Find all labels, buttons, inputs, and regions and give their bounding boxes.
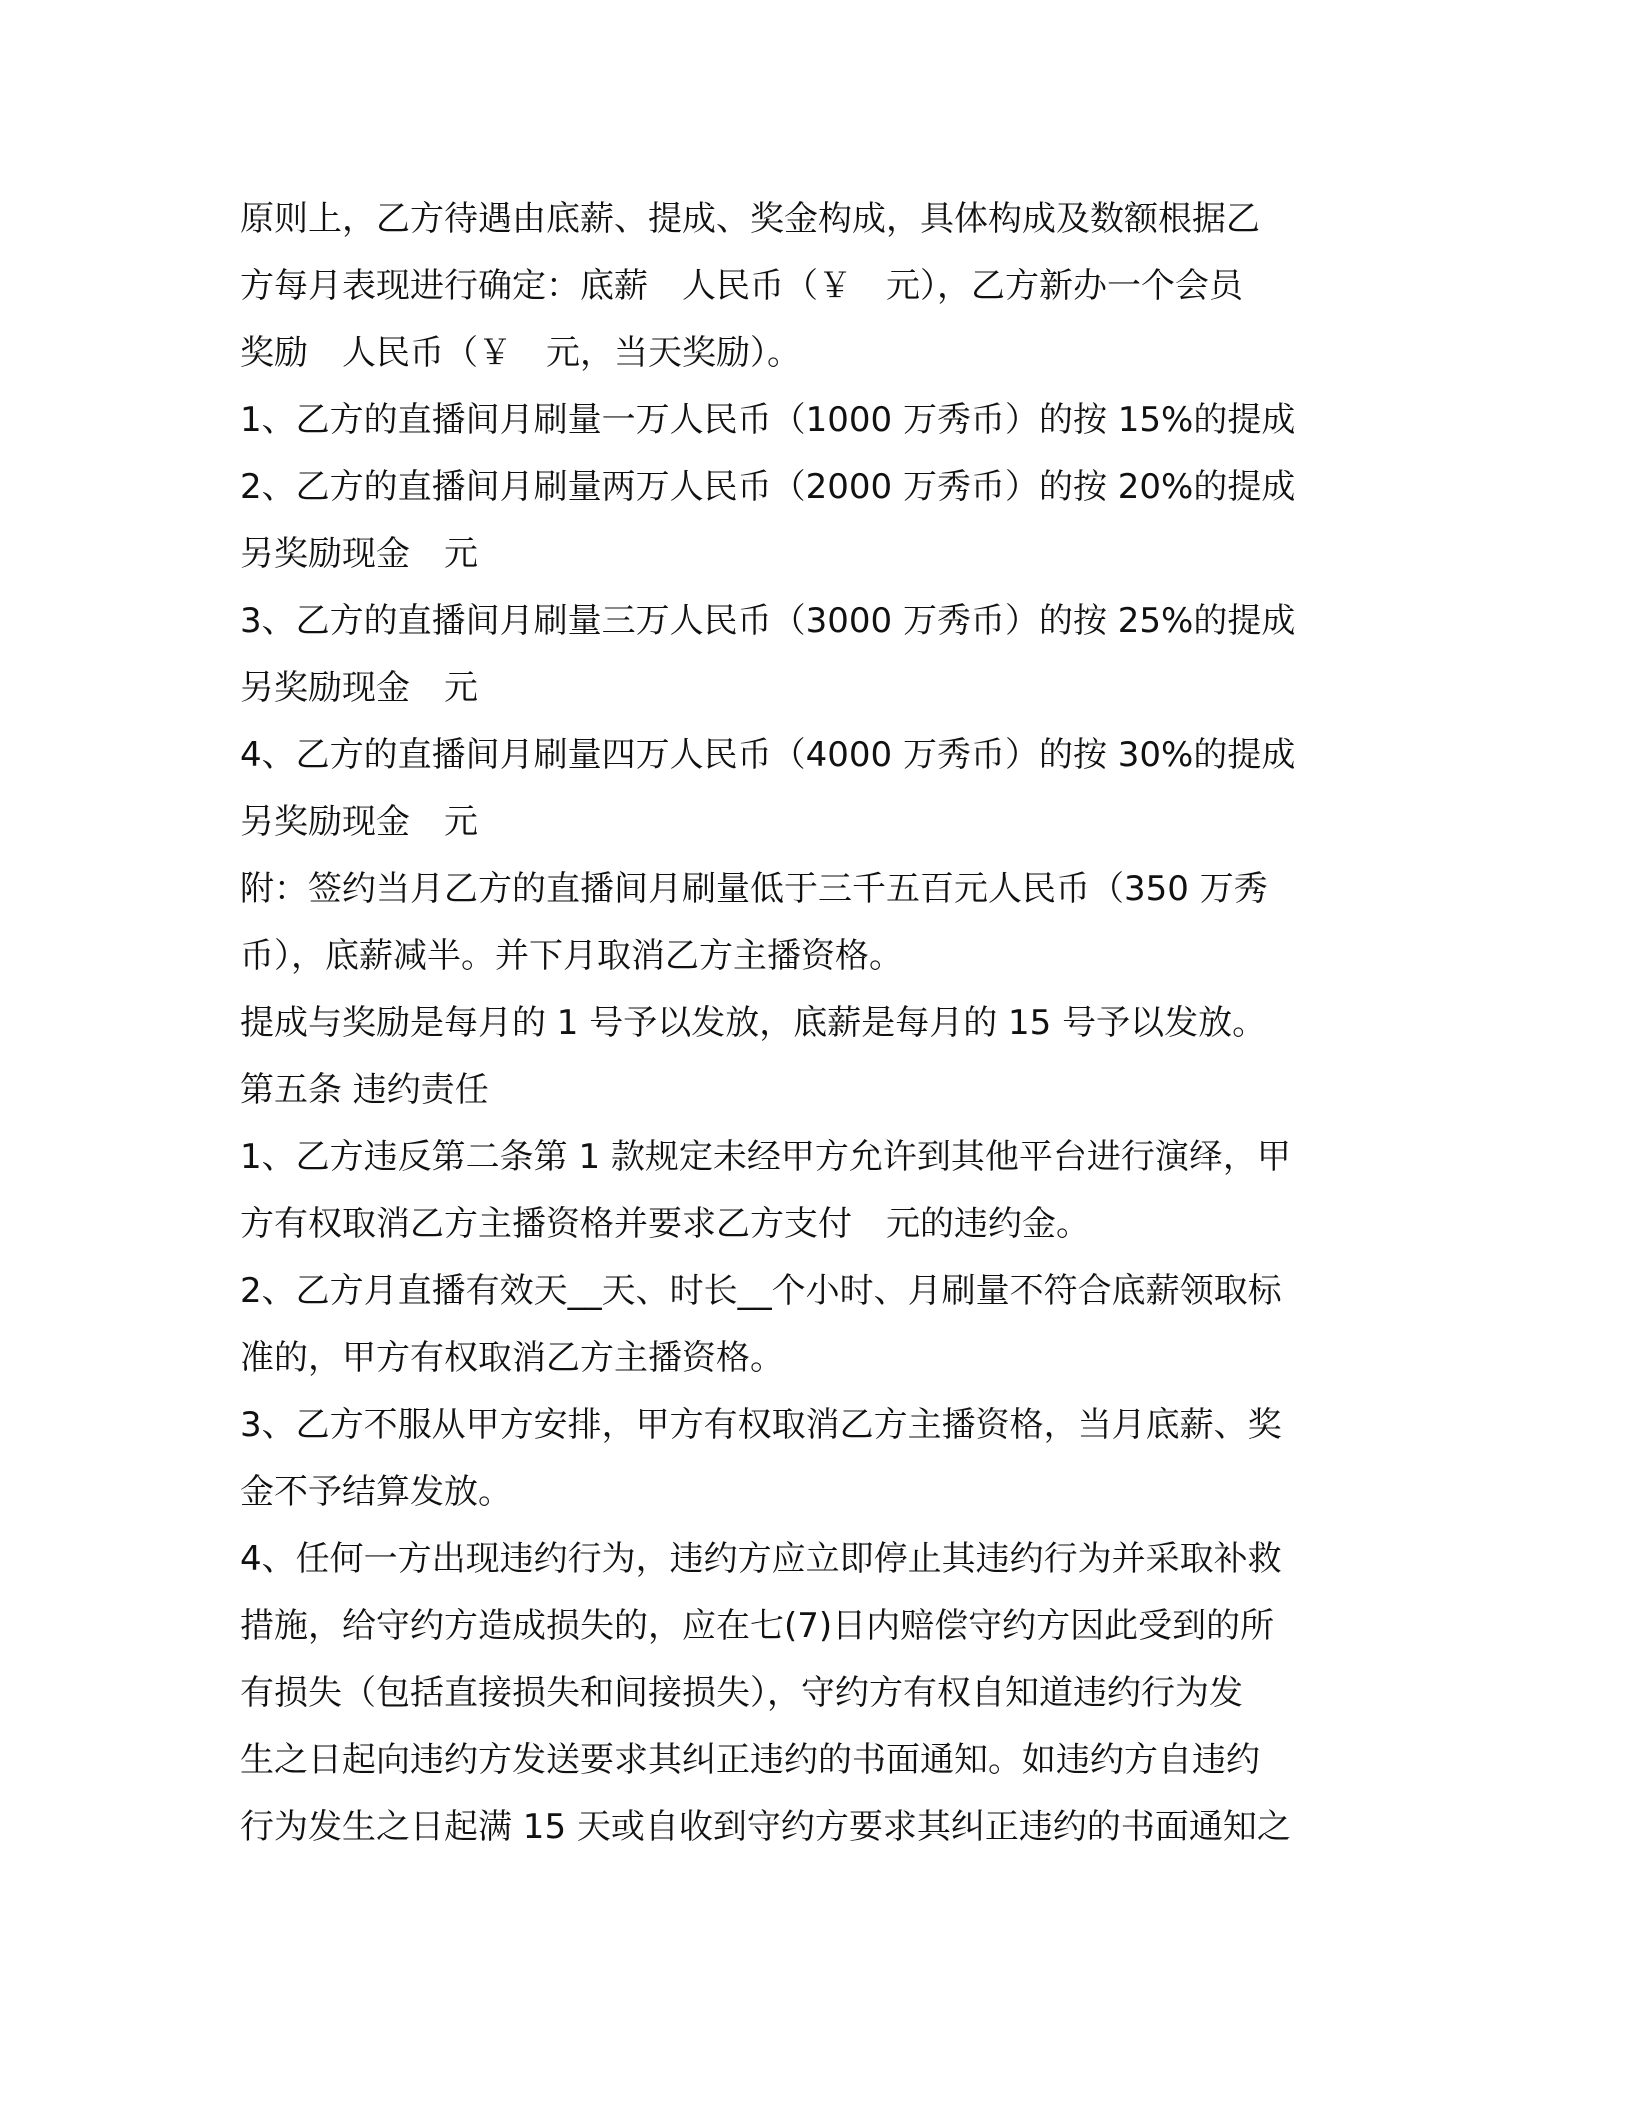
text-line: 4、任何一方出现违约行为，违约方应立即停止其违约行为并采取补救 (240, 1539, 1282, 1579)
text-line: 2、乙方的直播间月刷量两万人民币（2000 万秀币）的按 20%的提成 (240, 467, 1296, 507)
text-line: 1、乙方的直播间月刷量一万人民币（1000 万秀币）的按 15%的提成 (240, 400, 1296, 440)
text-line: 金不予结算发放。 (240, 1472, 512, 1512)
document-body (240, 186, 1400, 1861)
text-line: 准的，甲方有权取消乙方主播资格。 (240, 1338, 784, 1378)
text-line: 措施，给守约方造成损失的，应在七(7)日内赔偿守约方因此受到的所 (240, 1606, 1275, 1646)
section-heading: 第五条 违约责任 (240, 1070, 489, 1110)
text-line: 附：签约当月乙方的直播间月刷量低于三千五百元人民币（350 万秀 (240, 869, 1268, 909)
text-line: 1、乙方违反第二条第 1 款规定未经甲方允许到其他平台进行演绎，甲 (240, 1137, 1291, 1177)
text-line: 3、乙方不服从甲方安排，甲方有权取消乙方主播资格，当月底薪、奖 (240, 1405, 1282, 1445)
text-line: 另奖励现金 元 (240, 534, 478, 574)
text-line: 3、乙方的直播间月刷量三万人民币（3000 万秀币）的按 25%的提成 (240, 601, 1296, 641)
text-line: 方每月表现进行确定：底薪 人民币（￥ 元），乙方新办一个会员 (240, 266, 1243, 306)
text-line: 4、乙方的直播间月刷量四万人民币（4000 万秀币）的按 30%的提成 (240, 735, 1296, 775)
text-line: 原则上，乙方待遇由底薪、提成、奖金构成，具体构成及数额根据乙 (240, 199, 1260, 239)
text-line: 另奖励现金 元 (240, 802, 478, 842)
text-line: 生之日起向违约方发送要求其纠正违约的书面通知。如违约方自违约 (240, 1740, 1260, 1780)
text-line: 币），底薪减半。并下月取消乙方主播资格。 (240, 936, 903, 976)
text-line: 提成与奖励是每月的 1 号予以发放，底薪是每月的 15 号予以发放。 (240, 1003, 1267, 1043)
text-line: 方有权取消乙方主播资格并要求乙方支付 元的违约金。 (240, 1204, 1090, 1244)
text-line: 行为发生之日起满 15 天或自收到守约方要求其纠正违约的书面通知之 (240, 1807, 1291, 1847)
text-line: 2、乙方月直播有效天__天、时长__个小时、月刷量不符合底薪领取标 (240, 1271, 1282, 1311)
text-line: 奖励 人民币（￥ 元，当天奖励）。 (240, 333, 801, 373)
text-line: 另奖励现金 元 (240, 668, 478, 708)
text-line: 有损失（包括直接损失和间接损失），守约方有权自知道违约行为发 (240, 1673, 1243, 1713)
